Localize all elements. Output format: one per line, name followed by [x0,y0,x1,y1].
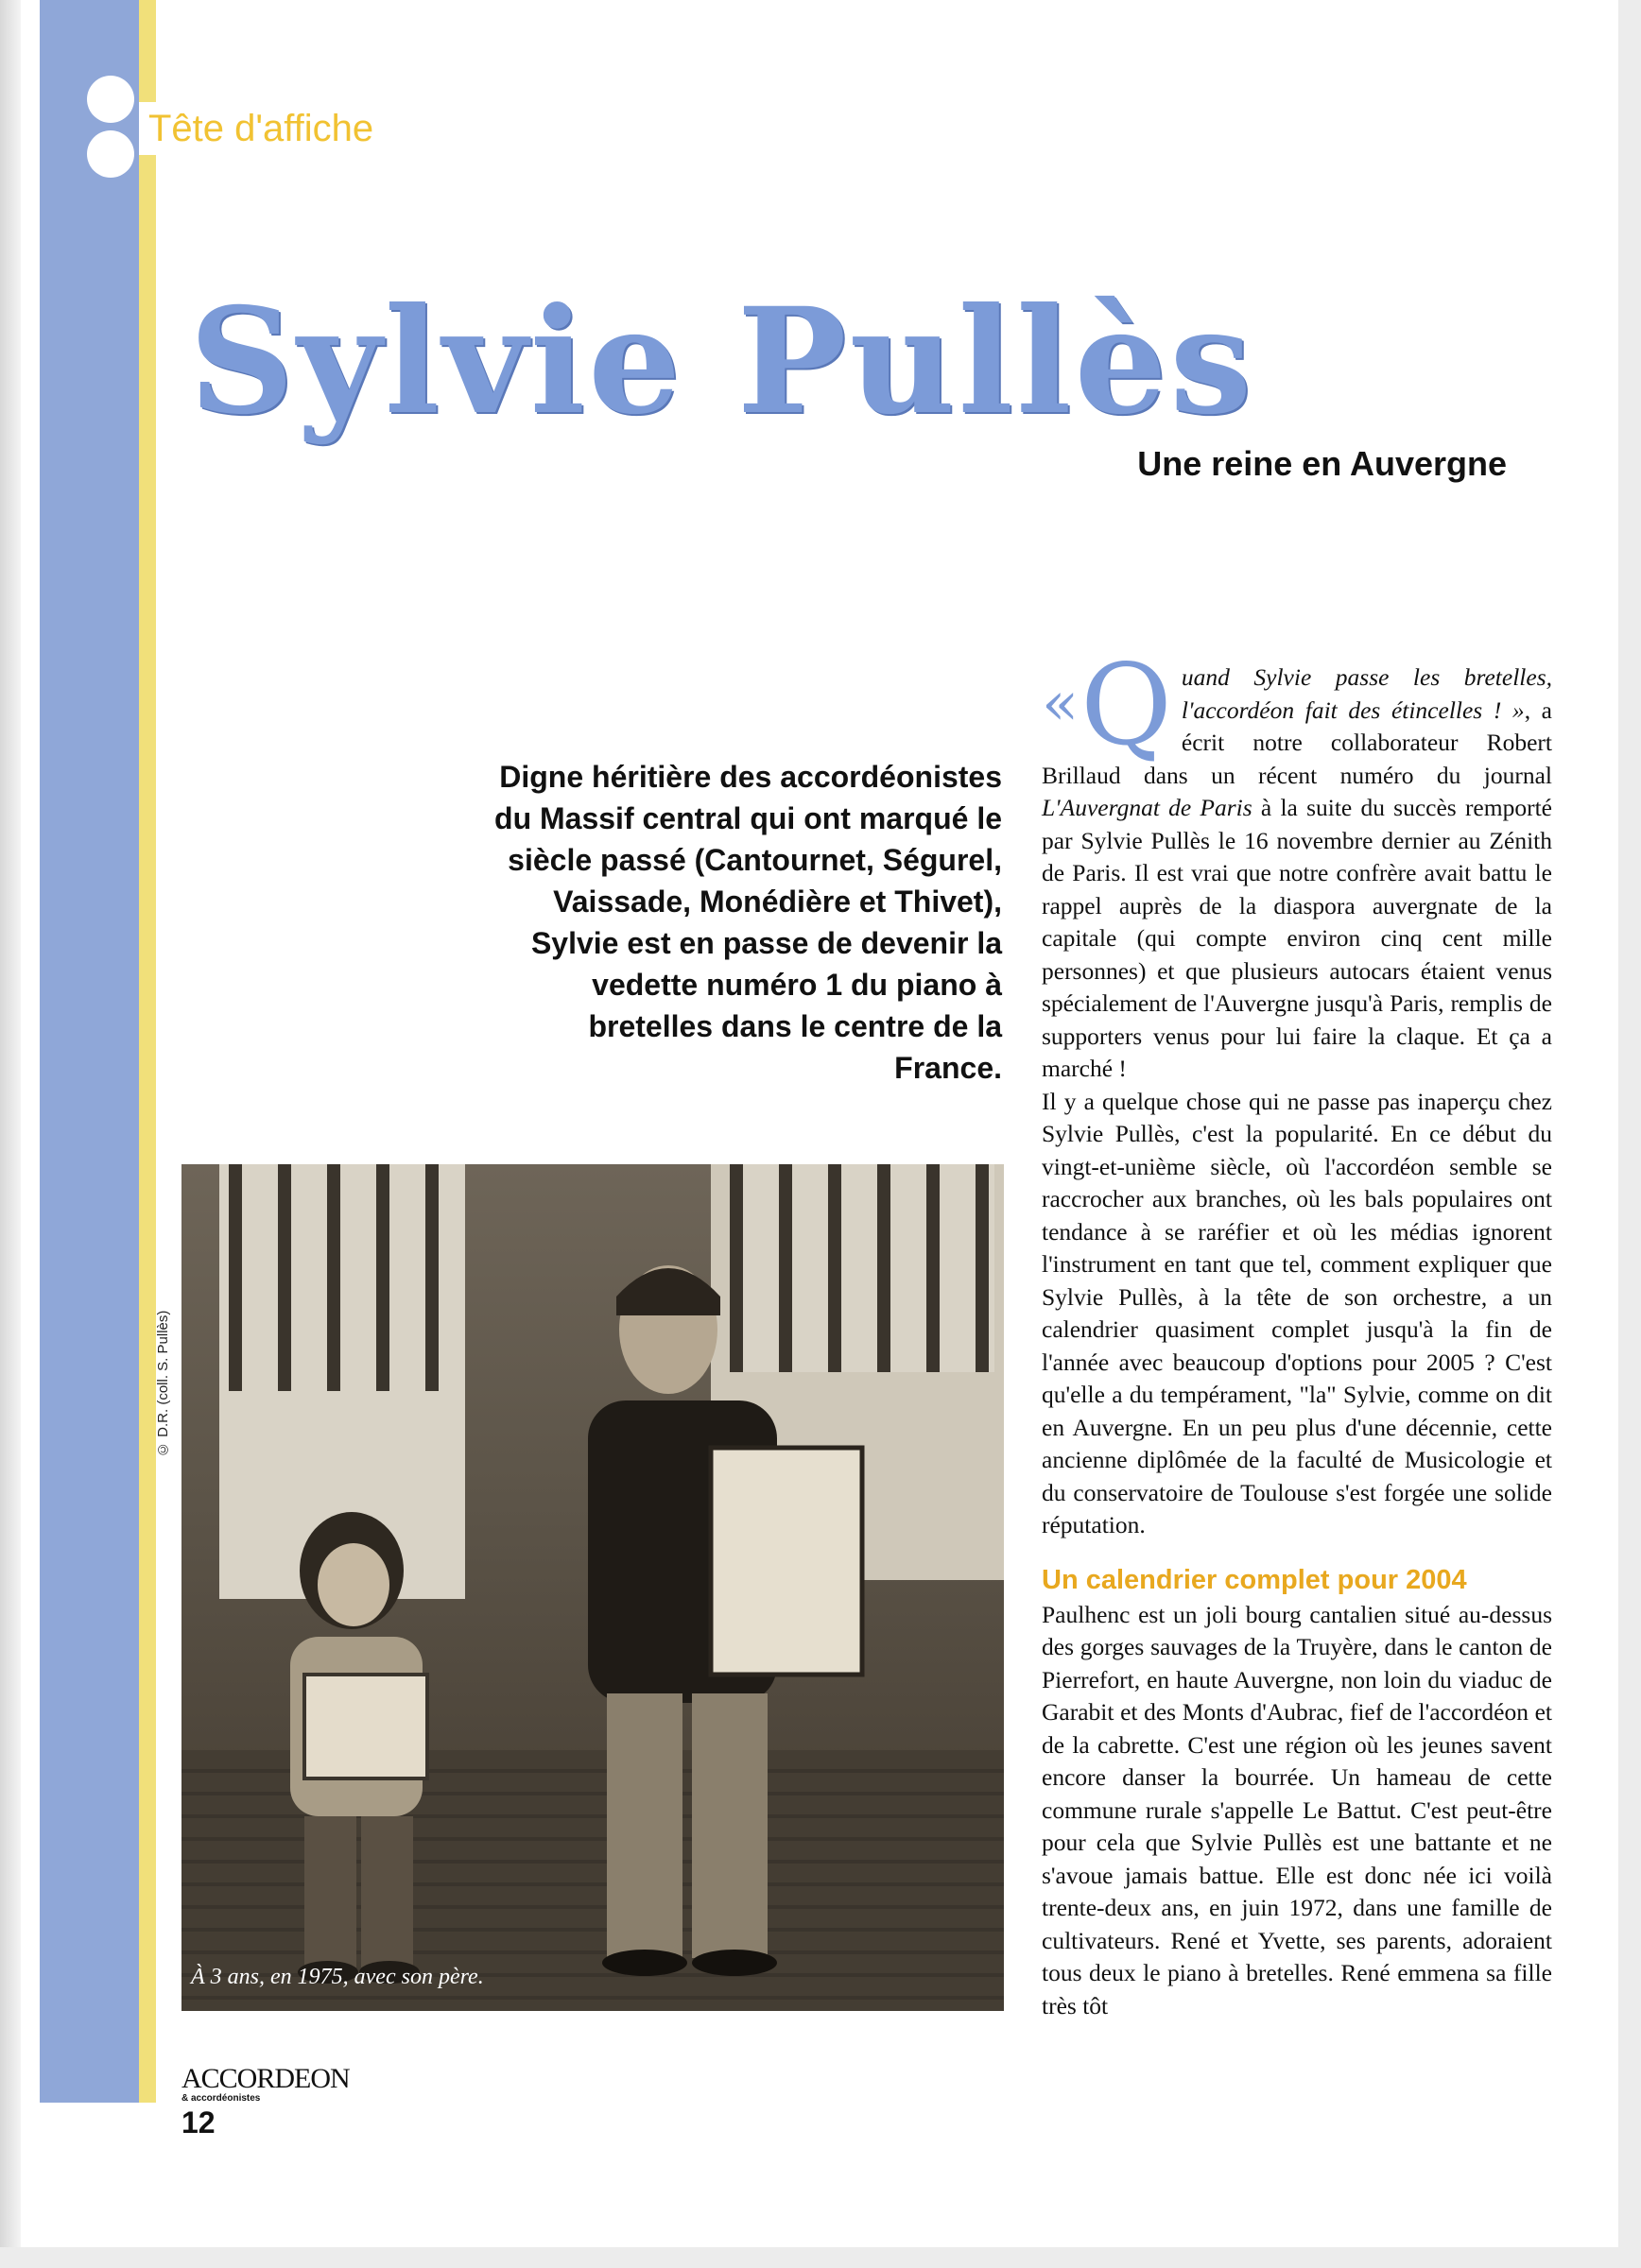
quote-mark: « [1042,669,1080,739]
side-yellow-stripe [139,0,156,2103]
photo-father-daughter [181,1164,1004,2011]
p1-rest: à la suite du succès remporté par Sylvie Pullès le 16 novembre dernier au Zénith de Paris. Il est vrai que notre confrère avait battu le rappel auprès de la diaspora auvergnate de la capitale (qui compte environ cinq cent mille personnes) et que plusieurs autocars étaient venus spécialement de l'Auvergne jusqu'à Paris, remplis de supporters venus pour lui faire la claque. Et ça a marché ! [1042,794,1552,1082]
article-title: Sylvie Pullès [189,276,1255,447]
paragraph-3: Paulhenc est un joli bourg cantalien situé au-dessus des gorges sauvages de la Truyère, dans le canton de Pierrefort, en haute Auvergne, non loin du viaduc de Garabit et des Monts d'Aubrac, fief de l'accordéon et de la cabrette. C'est une région où les jeunes savent encore danser la bourrée. Un hameau de cette commune rurale s'appelle Le Battut. C'est peut-être pour cela que Sylvie Pullès est une battante et ne s'avoue jamais battue. Elle est donc née ici voilà trente-deux ans, en juin 1972, dans une famille de cultivateurs. René et Yvette, ses parents, adoraient tous deux le piano à bretelles. René emmena sa fille très tôt [1042,1600,1552,2019]
magazine-logo-subtitle: & accordéonistes [181,2093,261,2104]
section-heading: Un calendrier complet pour 2004 [1042,1564,1467,1595]
page-number: 12 [181,2105,216,2139]
p1-after-quote: , a écrit notre collaborateur Robert Brillaud dans un récent numéro du journal [1042,696,1552,789]
photo-credit: © D.R. (coll. S. Pullès) [155,1310,171,1457]
article-intro: Digne héritière des accordéonistes du Massif central qui ont marqué le siècle passé (Cantournet, Ségurel, Vaissade, Monédière et Thivet), Sylvie est en passe de devenir la vedette numéro 1 du piano à bretelles dans le centre de la France. [494,760,1002,1085]
dropcap: Q [1080,640,1172,770]
paragraph-1 [1042,640,1552,1086]
photo-caption: À 3 ans, en 1975, avec son père. [191,1965,484,1989]
page-fold [0,0,21,2247]
child-with-accordion [238,1495,484,1986]
side-color-bar [40,0,139,2103]
rubric-circles-icon [87,76,134,180]
rubric-label: Tête d'affiche [139,102,383,155]
magazine-page [21,0,1618,2247]
journal-name: L'Auvergnat de Paris [1042,794,1252,821]
article-body [1042,640,1552,2022]
man-with-accordion [503,1221,957,1977]
magazine-logo: ACCORDEON [181,2063,350,2094]
paragraph-2: Il y a quelque chose qui ne passe pas inaperçu chez Sylvie Pullès, c'est la popularité. En ce début du vingt-et-unième siècle, où l'accordéon semble se raccrocher aux branches, où les bals populaires ont tendance à se raréfier et où les médias ignorent l'instrument en tant que tel, comment expliquer que Sylvie Pullès, à la tête de son orchestre, a un calendrier quasiment complet jusqu'à la fin de l'année avec beaucoup d'options pour 2005 ? C'est qu'elle a du tempérament, "la" Sylvie, comme on dit en Auvergne. En un peu plus d'une décennie, cette ancienne diplômée de la faculté de Musicologie et du conservatoire de Toulouse s'est forgée une solide réputation. [1042,1087,1552,1538]
lead-quote: uand Sylvie passe les bretelles, l'accordéon fait des étincelles ! » [1181,663,1552,724]
article-subtitle: Une reine en Auvergne [1137,444,1507,483]
